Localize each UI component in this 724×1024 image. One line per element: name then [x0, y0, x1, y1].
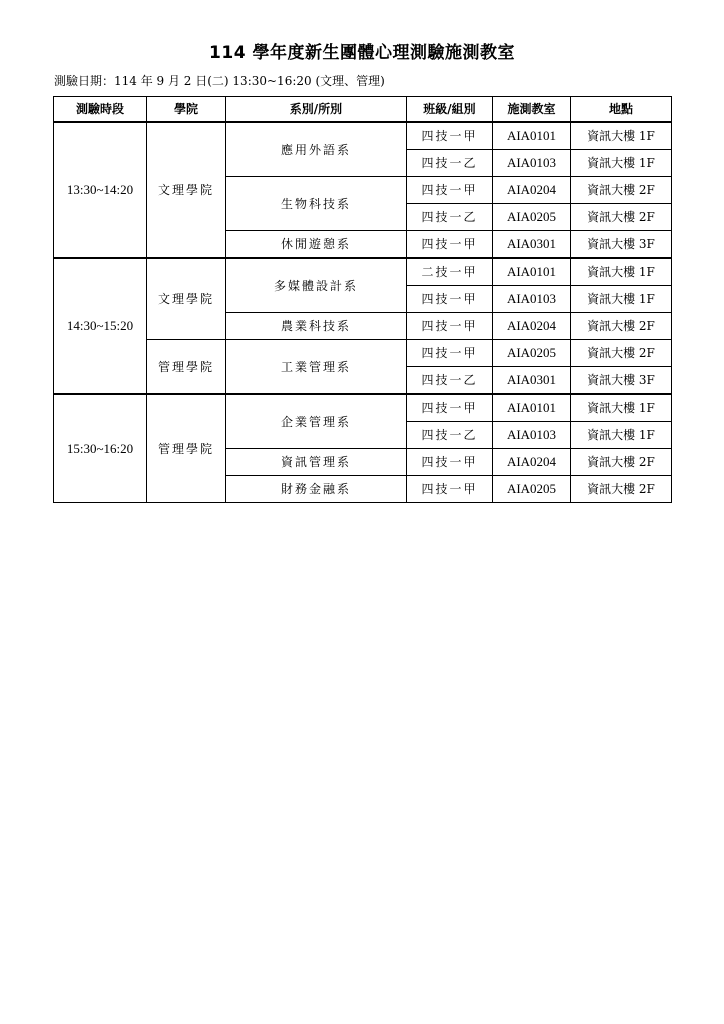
period-cell: 14:30~15:20 [54, 258, 147, 394]
room-cell: AIA0301 [493, 231, 571, 259]
department-cell: 休閒遊憩系 [226, 231, 407, 259]
room-cell: AIA0301 [493, 367, 571, 395]
class-cell: 四技一甲 [407, 394, 493, 422]
class-cell: 四技一甲 [407, 340, 493, 367]
department-cell: 工業管理系 [226, 340, 407, 395]
class-cell: 二技一甲 [407, 258, 493, 286]
location-cell: 資訊大樓 2F [571, 340, 672, 367]
department-cell: 農業科技系 [226, 313, 407, 340]
exam-date: 測驗日期：114 年 9 月 2 日(二) 13:30~16:20 (文理、管理) [54, 74, 385, 88]
room-cell: AIA0204 [493, 313, 571, 340]
header-department: 系別/所別 [226, 97, 407, 123]
location-cell: 資訊大樓 2F [571, 476, 672, 503]
table-row [54, 258, 672, 286]
table-row [54, 394, 672, 422]
location-cell: 資訊大樓 1F [571, 258, 672, 286]
room-cell: AIA0101 [493, 394, 571, 422]
class-cell: 四技一乙 [407, 367, 493, 395]
college-cell: 管理學院 [147, 394, 226, 503]
class-cell: 四技一乙 [407, 422, 493, 449]
room-cell: AIA0205 [493, 204, 571, 231]
location-cell: 資訊大樓 2F [571, 313, 672, 340]
location-cell: 資訊大樓 1F [571, 122, 672, 150]
room-cell: AIA0103 [493, 286, 571, 313]
location-cell: 資訊大樓 3F [571, 367, 672, 395]
class-cell: 四技一甲 [407, 286, 493, 313]
room-cell: AIA0101 [493, 258, 571, 286]
class-cell: 四技一甲 [407, 122, 493, 150]
location-cell: 資訊大樓 2F [571, 449, 672, 476]
room-cell: AIA0103 [493, 150, 571, 177]
college-cell: 管理學院 [147, 340, 226, 395]
room-cell: AIA0205 [493, 476, 571, 503]
class-cell: 四技一甲 [407, 313, 493, 340]
header-college: 學院 [147, 97, 226, 123]
department-cell: 多媒體設計系 [226, 258, 407, 313]
class-cell: 四技一甲 [407, 476, 493, 503]
location-cell: 資訊大樓 1F [571, 422, 672, 449]
room-cell: AIA0204 [493, 177, 571, 204]
header-room: 施測教室 [493, 97, 571, 123]
class-cell: 四技一甲 [407, 231, 493, 259]
college-cell: 文理學院 [147, 258, 226, 340]
header-period: 測驗時段 [54, 97, 147, 123]
department-cell: 生物科技系 [226, 177, 407, 231]
class-cell: 四技一乙 [407, 204, 493, 231]
schedule-table [53, 96, 672, 503]
department-cell: 應用外語系 [226, 122, 407, 177]
room-cell: AIA0204 [493, 449, 571, 476]
location-cell: 資訊大樓 2F [571, 177, 672, 204]
period-cell: 13:30~14:20 [54, 122, 147, 258]
location-cell: 資訊大樓 2F [571, 204, 672, 231]
table-row [54, 122, 672, 150]
table-header-row [54, 97, 672, 123]
class-cell: 四技一乙 [407, 150, 493, 177]
room-cell: AIA0103 [493, 422, 571, 449]
table-row [54, 340, 672, 367]
location-cell: 資訊大樓 1F [571, 394, 672, 422]
department-cell: 企業管理系 [226, 394, 407, 449]
room-cell: AIA0205 [493, 340, 571, 367]
class-cell: 四技一甲 [407, 449, 493, 476]
location-cell: 資訊大樓 3F [571, 231, 672, 259]
department-cell: 財務金融系 [226, 476, 407, 503]
period-cell: 15:30~16:20 [54, 394, 147, 503]
location-cell: 資訊大樓 1F [571, 150, 672, 177]
schedule-body [54, 122, 672, 503]
room-cell: AIA0101 [493, 122, 571, 150]
header-class: 班級/組別 [407, 97, 493, 123]
department-cell: 資訊管理系 [226, 449, 407, 476]
header-location: 地點 [571, 97, 672, 123]
location-cell: 資訊大樓 1F [571, 286, 672, 313]
college-cell: 文理學院 [147, 122, 226, 258]
page-title: 114 學年度新生團體心理測驗施測教室 [209, 43, 515, 63]
class-cell: 四技一甲 [407, 177, 493, 204]
